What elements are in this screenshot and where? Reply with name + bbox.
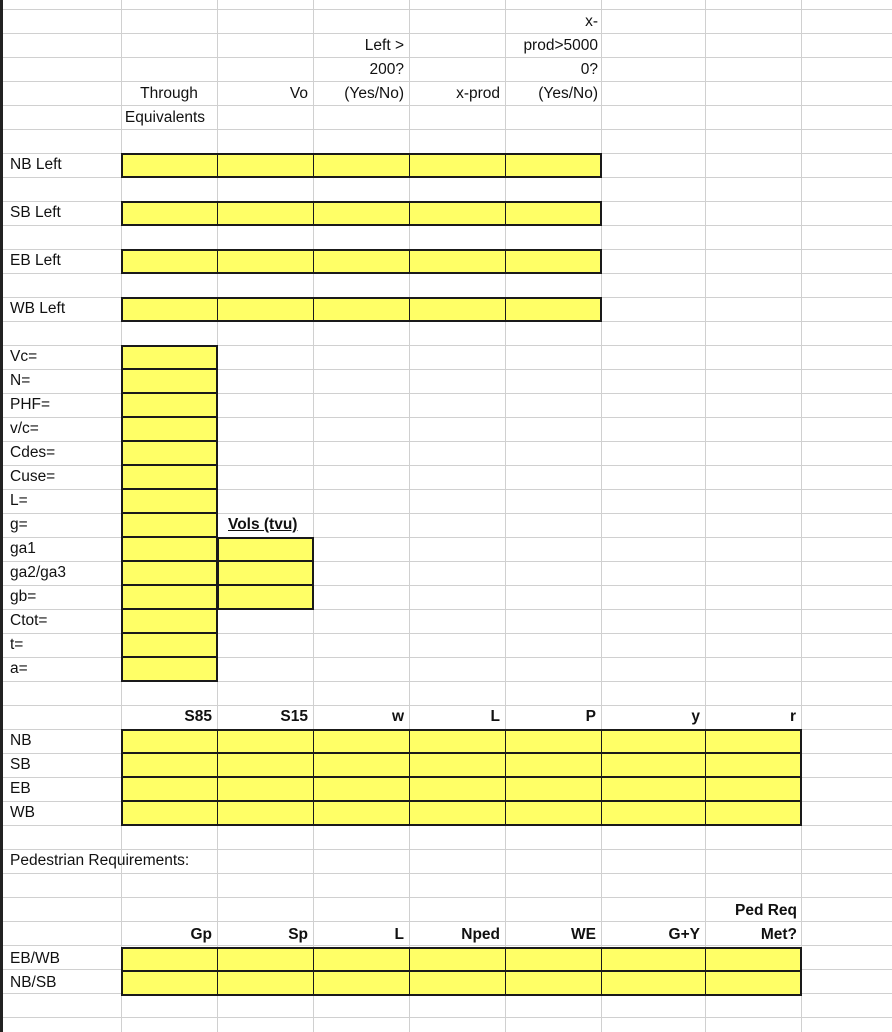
input-wb-left-x-prod-gt-50000[interactable] [505, 297, 602, 321]
input-param-cuse[interactable] [121, 465, 218, 489]
param-label-ga2-ga3: ga2/ga3 [10, 564, 67, 581]
input-sb-l[interactable] [409, 753, 506, 777]
input-sb-left-left-gt-200[interactable] [313, 201, 410, 225]
input-wb-r[interactable] [705, 801, 802, 825]
input-nb-left-left-gt-200[interactable] [313, 153, 410, 177]
header-ped-req-line2: Met? [760, 926, 797, 943]
header-ped-l: L [394, 926, 404, 943]
input-param-a[interactable] [121, 657, 218, 681]
input-vols-ga1[interactable] [217, 537, 314, 561]
param-label-a: a= [10, 660, 28, 677]
header-ped-req-line1: Ped Req [734, 902, 797, 919]
input-eb-wb-sp[interactable] [217, 947, 314, 971]
vols-tvu-label: Vols (tvu) [228, 516, 298, 533]
input-sb-s85[interactable] [121, 753, 218, 777]
param-label-vc: Vc= [10, 348, 38, 365]
input-eb-wb-nped[interactable] [409, 947, 506, 971]
input-vols-ga2-ga3[interactable] [217, 561, 314, 585]
sheet-left-edge [0, 0, 3, 1032]
approach-label-nb: NB [10, 732, 32, 749]
input-wb-left-vo[interactable] [217, 297, 314, 321]
header-xp-line3: 0? [580, 61, 598, 78]
header-xp-line2: prod>5000 [523, 37, 598, 54]
param-label-cdes: Cdes= [10, 444, 56, 461]
input-param-gb[interactable] [121, 585, 218, 609]
input-vols-gb[interactable] [217, 585, 314, 609]
input-param-t[interactable] [121, 633, 218, 657]
input-eb-wb-gp[interactable] [121, 947, 218, 971]
input-param-vc-ratio[interactable] [121, 417, 218, 441]
input-nb-s85[interactable] [121, 729, 218, 753]
input-nb-sb-g-plus-y[interactable] [601, 971, 706, 995]
input-sb-left-x-prod-gt-50000[interactable] [505, 201, 602, 225]
input-nb-left-x-prod-gt-50000[interactable] [505, 153, 602, 177]
input-nb-w[interactable] [313, 729, 410, 753]
param-label-g: g= [10, 516, 28, 533]
input-nb-l[interactable] [409, 729, 506, 753]
header-we: WE [571, 926, 596, 943]
input-eb-left-left-gt-200[interactable] [313, 249, 410, 273]
input-param-cdes[interactable] [121, 441, 218, 465]
input-eb-wb-ped-req-met[interactable] [705, 947, 802, 971]
input-nb-p[interactable] [505, 729, 602, 753]
input-sb-s15[interactable] [217, 753, 314, 777]
header-s85: S85 [184, 708, 212, 725]
input-wb-left-x-prod[interactable] [409, 297, 506, 321]
input-wb-y[interactable] [601, 801, 706, 825]
input-nb-sb-we[interactable] [505, 971, 602, 995]
header-sp: Sp [288, 926, 308, 943]
param-label-gb: gb= [10, 588, 37, 605]
input-param-ctot[interactable] [121, 609, 218, 633]
input-eb-r[interactable] [705, 777, 802, 801]
input-param-g[interactable] [121, 513, 218, 537]
input-sb-y[interactable] [601, 753, 706, 777]
input-nb-left-x-prod[interactable] [409, 153, 506, 177]
input-nb-s15[interactable] [217, 729, 314, 753]
input-wb-left-left-gt-200[interactable] [313, 297, 410, 321]
param-label-t: t= [10, 636, 24, 653]
row-label-sb-left: SB Left [10, 204, 61, 221]
input-eb-left-vo[interactable] [217, 249, 314, 273]
input-sb-left-vo[interactable] [217, 201, 314, 225]
input-eb-s15[interactable] [217, 777, 314, 801]
input-eb-left-through-equivalents[interactable] [121, 249, 218, 273]
input-nb-sb-sp[interactable] [217, 971, 314, 995]
row-label-nb-left: NB Left [10, 156, 62, 173]
header-s15: S15 [280, 708, 308, 725]
header-nped: Nped [461, 926, 500, 943]
param-label-cuse: Cuse= [10, 468, 56, 485]
approach-label-eb: EB [10, 780, 31, 797]
row-label-wb-left: WB Left [10, 300, 66, 317]
header-g-plus-y: G+Y [668, 926, 700, 943]
ped-row-label-eb-wb: EB/WB [10, 950, 60, 967]
param-label-l: L= [10, 492, 28, 509]
input-wb-w[interactable] [313, 801, 410, 825]
header-l: L [490, 708, 500, 725]
input-wb-s85[interactable] [121, 801, 218, 825]
header-left-line3: (Yes/No) [344, 85, 404, 102]
input-sb-r[interactable] [705, 753, 802, 777]
input-wb-p[interactable] [505, 801, 602, 825]
header-y: y [691, 708, 700, 725]
input-wb-l[interactable] [409, 801, 506, 825]
input-wb-s15[interactable] [217, 801, 314, 825]
header-xprod: x-prod [456, 85, 500, 102]
header-left-line2: 200? [369, 61, 404, 78]
header-left-line1: Left > [364, 37, 404, 54]
input-eb-wb-l[interactable] [313, 947, 410, 971]
header-equivalents: Equivalents [124, 109, 206, 126]
input-nb-left-through-equivalents[interactable] [121, 153, 218, 177]
input-eb-left-x-prod[interactable] [409, 249, 506, 273]
approach-label-sb: SB [10, 756, 31, 773]
input-param-ga1[interactable] [121, 537, 218, 561]
input-param-phf[interactable] [121, 393, 218, 417]
input-eb-y[interactable] [601, 777, 706, 801]
input-nb-y[interactable] [601, 729, 706, 753]
header-gp: Gp [190, 926, 212, 943]
input-eb-p[interactable] [505, 777, 602, 801]
approach-label-wb: WB [10, 804, 35, 821]
param-label-n: N= [10, 372, 31, 389]
input-eb-l[interactable] [409, 777, 506, 801]
param-label-phf: PHF= [10, 396, 51, 413]
row-label-eb-left: EB Left [10, 252, 61, 269]
input-param-vc[interactable] [121, 345, 218, 369]
input-nb-sb-gp[interactable] [121, 971, 218, 995]
input-sb-w[interactable] [313, 753, 410, 777]
input-nb-r[interactable] [705, 729, 802, 753]
input-sb-left-through-equivalents[interactable] [121, 201, 218, 225]
input-param-n[interactable] [121, 369, 218, 393]
input-sb-left-x-prod[interactable] [409, 201, 506, 225]
input-param-ga2-ga3[interactable] [121, 561, 218, 585]
input-sb-p[interactable] [505, 753, 602, 777]
input-nb-sb-ped-req-met[interactable] [705, 971, 802, 995]
pedestrian-requirements-title: Pedestrian Requirements: [10, 852, 190, 869]
param-label-ga1: ga1 [10, 540, 36, 557]
header-xp-line1: x- [585, 13, 598, 30]
ped-row-label-nb-sb: NB/SB [10, 974, 57, 991]
input-param-l[interactable] [121, 489, 218, 513]
input-nb-sb-l[interactable] [313, 971, 410, 995]
input-eb-s85[interactable] [121, 777, 218, 801]
input-eb-w[interactable] [313, 777, 410, 801]
param-label-vc-ratio: v/c= [10, 420, 39, 437]
input-nb-left-vo[interactable] [217, 153, 314, 177]
header-through: Through [140, 85, 198, 102]
input-eb-wb-g-plus-y[interactable] [601, 947, 706, 971]
input-eb-left-x-prod-gt-50000[interactable] [505, 249, 602, 273]
header-vo: Vo [289, 85, 308, 102]
input-wb-left-through-equivalents[interactable] [121, 297, 218, 321]
header-r: r [789, 708, 796, 725]
header-w: w [391, 708, 404, 725]
header-p: P [585, 708, 596, 725]
input-nb-sb-nped[interactable] [409, 971, 506, 995]
param-label-ctot: Ctot= [10, 612, 48, 629]
header-xp-line4: (Yes/No) [538, 85, 598, 102]
input-eb-wb-we[interactable] [505, 947, 602, 971]
